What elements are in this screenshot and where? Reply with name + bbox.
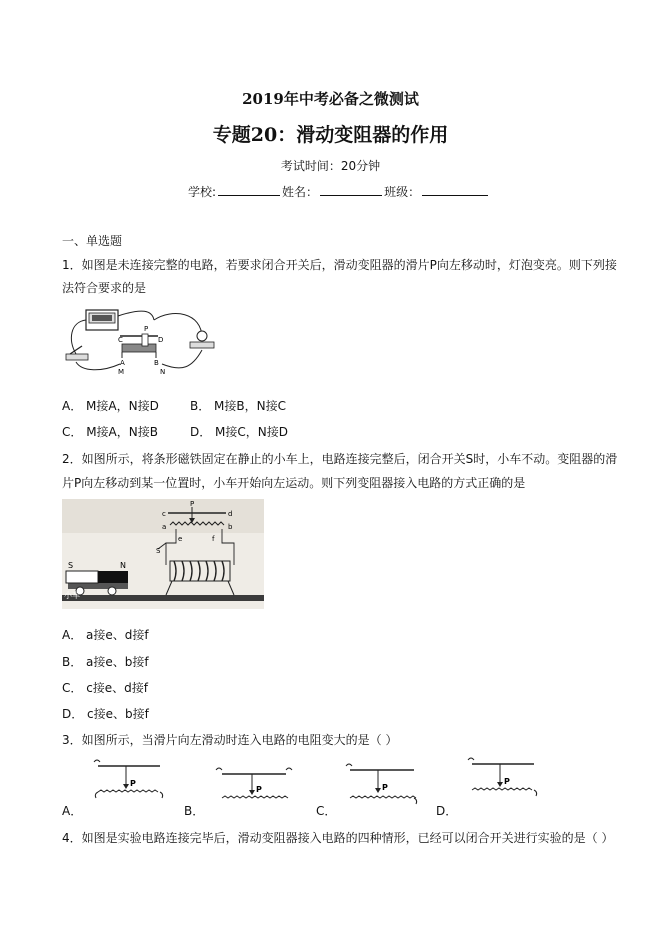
q2-label-magnet-n: N — [120, 561, 126, 570]
q1-option-b[interactable]: B． M接B，N接C — [190, 399, 286, 413]
school-blank[interactable] — [218, 183, 280, 196]
q2-option-a[interactable]: A． a接e、d接f — [62, 628, 149, 642]
q2-option-c[interactable]: C． c接e、d接f — [62, 681, 149, 695]
q1-option-d[interactable]: D． M接C，N接D — [190, 425, 289, 439]
q3-c-slider-label: P — [382, 783, 388, 792]
q3-option-c[interactable]: C． — [316, 804, 337, 818]
q4-stem-line1: 4．如图是实验电路连接完毕后，滑动变阻器接入电路的四种情形，已经可以闭合开关进行实验的是（ ） — [62, 831, 614, 845]
q3-a-slider-label: P — [130, 779, 136, 788]
q1-label-b: B — [154, 359, 159, 367]
q3-rheostat-figure-a — [90, 758, 170, 808]
q3-option-d[interactable]: D． — [436, 804, 458, 818]
q3-b-slider-label: P — [256, 785, 262, 794]
q2-option-b[interactable]: B． a接e、b接f — [62, 655, 149, 669]
q1-label-m: M — [118, 368, 125, 376]
q2-label-switch: S — [156, 547, 161, 555]
q3-rheostat-figure-c — [342, 762, 422, 812]
q2-label-c: c — [162, 510, 166, 518]
q3-rheostat-figure-d — [464, 756, 544, 806]
q2-label-d: d — [228, 510, 233, 518]
q1-label-n: N — [160, 368, 166, 376]
q1-option-c[interactable]: C． M接A，N接B — [62, 425, 158, 439]
q1-label-p: P — [144, 325, 149, 333]
q2-label-e: e — [178, 535, 183, 543]
class-blank[interactable] — [422, 183, 488, 196]
school-label: 学校: — [188, 185, 217, 199]
q2-label-p: P — [190, 500, 195, 508]
q2-label-a: a — [162, 523, 167, 531]
q3-stem-line1: 3．如图所示，当滑片向左滑动时连入电路的电阻变大的是（ ） — [62, 733, 398, 747]
q2-stem-line2: 片P向左移动到某一位置时，小车开始向左运动。则下列变阻器接入电路的方式正确的是 — [62, 476, 526, 490]
q3-option-b[interactable]: B． — [184, 804, 205, 818]
student-info-row — [188, 183, 490, 200]
q1-stem-line1: 1．如图是未连接完整的电路，若要求闭合开关后，滑动变阻器的滑片P向左移动时，灯泡变亮。则下列接 — [62, 258, 617, 272]
exam-title: 2019年中考必备之微测试 — [242, 90, 419, 108]
q1-option-a[interactable]: A． M接A，N接D — [62, 399, 159, 413]
q3-rheostat-figure-b — [214, 764, 294, 814]
q2-label-f: f — [212, 535, 215, 543]
q2-electromagnet-figure — [62, 499, 264, 609]
q2-label-b: b — [228, 523, 233, 531]
section-title: 一、单选题 — [62, 234, 123, 248]
class-label: 班级： — [384, 185, 421, 199]
q1-label-c: C — [118, 336, 123, 344]
q2-label-cart: 小车 — [64, 591, 80, 600]
q3-d-slider-label: P — [504, 777, 510, 786]
q3-option-a[interactable]: A． — [62, 804, 83, 818]
name-blank[interactable] — [320, 183, 382, 196]
q1-circuit-figure — [62, 306, 222, 376]
q1-label-a: A — [120, 359, 125, 367]
q1-stem-line2: 法符合要求的是 — [62, 281, 147, 295]
q2-option-d[interactable]: D． c接e、b接f — [62, 707, 149, 721]
q2-label-magnet-s: S — [68, 561, 74, 570]
q2-stem-line1: 2．如图所示，将条形磁铁固定在静止的小车上，电路连接完整后，闭合开关S时，小车不动。变阻器的滑 — [62, 452, 618, 466]
topic-title: 专题20：滑动变阻器的作用 — [212, 124, 449, 146]
exam-time: 考试时间：20分钟 — [280, 159, 381, 173]
name-label: 姓名： — [282, 185, 319, 199]
q1-label-d: D — [158, 336, 164, 344]
